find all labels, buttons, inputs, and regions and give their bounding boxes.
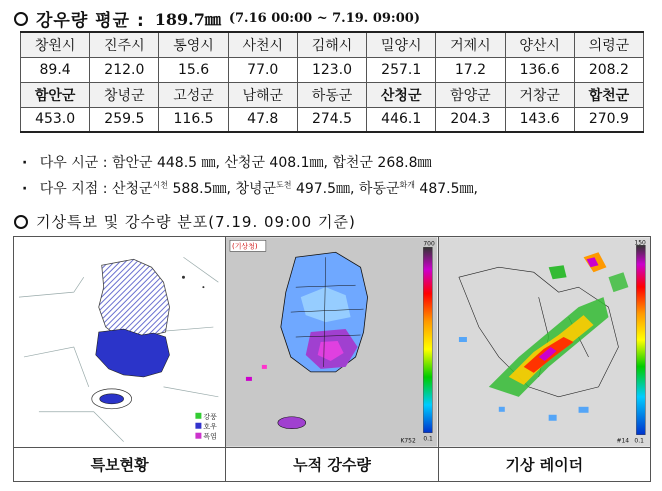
scale-top-label: 700 [423,240,436,248]
station-name: 산청군 [111,181,153,197]
legend-swatch-wind [195,413,201,419]
table-cell: 446.1 [367,107,436,132]
note-bullet: · [22,155,28,171]
station-name: 하동군 [358,181,400,197]
table-cell: 거제시 [436,32,505,57]
station-value: 588.5㎜, [172,181,231,197]
rainfall-table [20,31,644,133]
circle-bullet-icon [14,215,28,229]
table-cell: 사천시 [228,32,297,57]
station-sub: 시천 [152,180,168,190]
table-cell: 창녕군 [90,82,159,107]
note-text: 함안군 448.5 ㎜, 산청군 408.1㎜, 합천군 268.8㎜ [111,155,432,171]
table-cell: 거창군 [505,82,574,107]
station-sub: 도천 [276,180,292,190]
station-value: 497.5㎜, [295,181,355,197]
note-bullet: · [22,181,28,197]
rainfall-title: 강우량 평균 : [36,11,145,31]
table-cell: 양산시 [505,32,574,57]
table-cell: 하동군 [297,82,366,107]
radar-image [439,237,650,447]
accumulated-rain-panel [226,237,438,448]
section-heading-weather [14,211,356,232]
station-name: 창녕군 [235,181,277,197]
note-heavy-rain-districts [22,152,432,172]
legend-label-wind: 강풍 [203,412,217,421]
table-cell: 통영시 [159,32,228,57]
table-row-names-2 [21,82,644,107]
table-cell: 함양군 [436,82,505,107]
table-cell: 270.9 [574,107,643,132]
radar-scale-top: 150 [634,239,646,247]
weather-section-title: 기상특보 및 강수량 분포(7.19. 09:00 기준) [36,213,356,231]
table-cell: 남해군 [228,82,297,107]
table-cell: 116.5 [159,107,228,132]
radar-panel [438,237,650,448]
table-cell: 208.2 [574,57,643,82]
rainfall-period: (7.16 00:00 ~ 7.19. 09:00) [228,11,420,26]
rainfall-average-value: 189.7㎜ [154,10,221,29]
table-cell: 136.6 [505,57,574,82]
radar-id-label: #14 [616,437,629,445]
section-heading-rainfall [14,6,420,31]
table-cell: 89.4 [21,57,90,82]
warning-map-image [14,237,225,447]
table-cell: 합천군 [574,82,643,107]
table-cell: 453.0 [21,107,90,132]
radar-scale-bottom: 0.1 [634,437,644,445]
caption-radar: 기상 레이더 [438,448,650,482]
kma-tag: (기상청) [232,242,258,251]
table-cell: 47.8 [228,107,297,132]
table-cell: 산청군 [367,82,436,107]
table-cell: 17.2 [436,57,505,82]
map-panels [13,236,651,482]
table-cell: 123.0 [297,57,366,82]
table-row-names-1 [21,32,644,57]
table-cell: 259.5 [90,107,159,132]
table-cell: 창원시 [21,32,90,57]
note-label: 다우 시군 : [39,155,108,171]
legend-label-rain: 호우 [203,422,217,431]
table-row-values-1 [21,57,644,82]
legend-swatch-heat [195,433,201,439]
table-cell: 274.5 [297,107,366,132]
note-heavy-rain-stations [22,178,478,198]
panel-id-label: K752 [400,437,417,445]
table-cell: 15.6 [159,57,228,82]
station-value: 487.5㎜, [419,181,478,197]
table-cell: 257.1 [367,57,436,82]
table-cell: 의령군 [574,32,643,57]
legend-label-heat: 폭염 [203,432,217,441]
accumulated-rain-image [226,237,437,447]
legend-swatch-rain [195,423,201,429]
caption-warnings: 특보현황 [14,448,226,482]
table-cell: 김해시 [297,32,366,57]
table-cell: 고성군 [159,82,228,107]
table-row-values-2 [21,107,644,132]
note-label: 다우 지점 : [39,181,108,197]
table-cell: 77.0 [228,57,297,82]
table-cell: 212.0 [90,57,159,82]
table-cell: 진주시 [90,32,159,57]
table-cell: 함안군 [21,82,90,107]
caption-accumulated-rain: 누적 강수량 [226,448,438,482]
warning-map-panel [14,237,226,448]
table-cell: 143.6 [505,107,574,132]
circle-bullet-icon [14,12,28,26]
table-cell: 밀양시 [367,32,436,57]
station-sub: 화개 [399,180,415,190]
table-cell: 204.3 [436,107,505,132]
scale-bottom-label: 0.1 [423,435,434,443]
